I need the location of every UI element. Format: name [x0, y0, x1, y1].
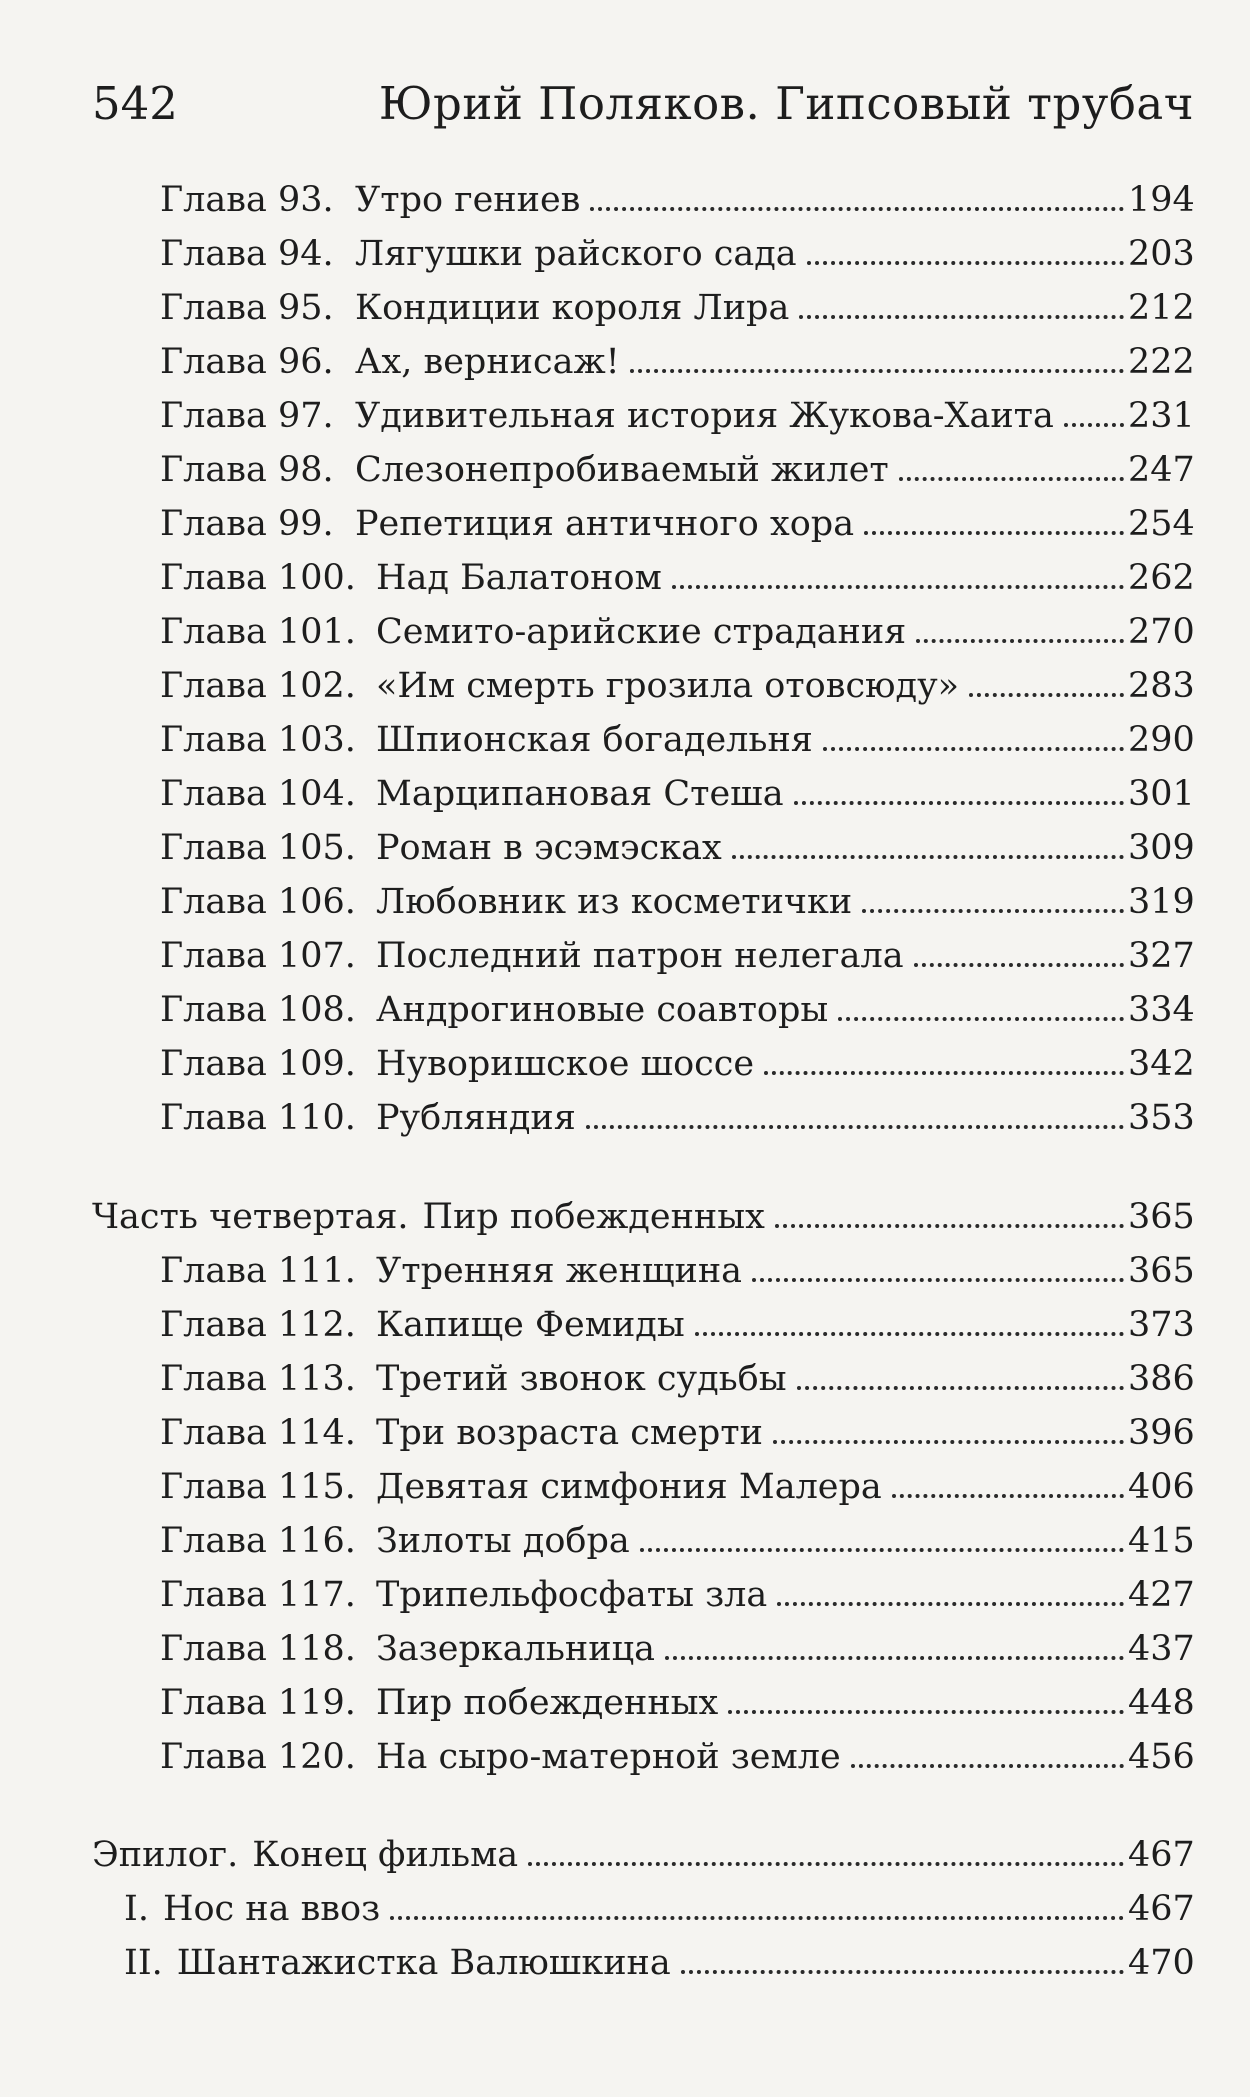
chapter-page: 353 — [1128, 1098, 1195, 1138]
chapter-title: Слезонепробиваемый жилет — [355, 450, 889, 490]
chapter-page: 194 — [1128, 180, 1195, 220]
toc-entry-chapter-118[interactable] — [160, 1623, 1194, 1675]
section-title: Шантажистка Валюшкина — [176, 1943, 671, 1983]
chapter-label: Глава 112. — [160, 1305, 356, 1345]
chapter-title: Капище Фемиды — [376, 1305, 685, 1345]
dot-leader — [681, 1969, 1124, 1974]
dot-leader — [775, 1223, 1124, 1228]
chapter-page: 222 — [1128, 342, 1195, 382]
chapter-label: Глава 93. — [160, 180, 334, 220]
dot-leader — [807, 260, 1124, 265]
dot-leader — [586, 1124, 1124, 1129]
dot-leader — [665, 1655, 1124, 1660]
page-number: 542 — [92, 77, 178, 130]
chapter-title: Зазеркальница — [376, 1629, 655, 1669]
toc-entry-chapter-110[interactable] — [160, 1092, 1194, 1144]
chapter-label: Глава 104. — [160, 774, 356, 814]
chapter-page: 396 — [1128, 1413, 1195, 1453]
dot-leader — [899, 476, 1124, 481]
toc-entry-chapter-116[interactable] — [160, 1515, 1194, 1567]
toc-entry-chapter-102[interactable] — [160, 660, 1194, 712]
chapter-title: Андрогиновые соавторы — [376, 990, 829, 1030]
dot-leader — [528, 1861, 1124, 1866]
epilogue-title: Конец фильма — [252, 1835, 519, 1875]
toc-entry-chapter-111[interactable] — [160, 1245, 1194, 1297]
chapter-title: Роман в эсэмэсках — [376, 828, 722, 868]
toc-entry-chapter-100[interactable] — [160, 552, 1194, 604]
dot-leader — [590, 206, 1124, 211]
chapter-title: Три возраста смерти — [376, 1413, 763, 1453]
toc-entry-chapter-95[interactable] — [160, 282, 1194, 334]
epilogue-label: Эпилог. — [92, 1835, 239, 1875]
chapter-title: Утро гениев — [355, 180, 581, 220]
toc-entry-chapter-115[interactable] — [160, 1461, 1194, 1513]
chapter-title: Девятая симфония Малера — [376, 1467, 882, 1507]
toc-entry-chapter-114[interactable] — [160, 1407, 1194, 1459]
dot-leader — [916, 638, 1124, 643]
dot-leader — [390, 1915, 1124, 1920]
chapter-page: 283 — [1128, 666, 1195, 706]
toc-entry-part-4[interactable] — [92, 1191, 1194, 1243]
part-title: Пир побежденных — [422, 1197, 765, 1237]
chapter-page: 247 — [1128, 450, 1195, 490]
toc-entry-epilogue-section-1[interactable] — [124, 1883, 1194, 1935]
chapter-label: Глава 95. — [160, 288, 334, 328]
chapter-page: 231 — [1128, 396, 1195, 436]
toc-entry-epilogue[interactable] — [92, 1829, 1194, 1881]
dot-leader — [914, 962, 1124, 967]
chapter-label: Глава 108. — [160, 990, 356, 1030]
chapter-label: Глава 105. — [160, 828, 356, 868]
dot-leader — [777, 1601, 1124, 1606]
chapter-page: 262 — [1128, 558, 1195, 598]
chapter-page: 319 — [1128, 882, 1195, 922]
chapter-page: 327 — [1128, 936, 1195, 976]
toc-entry-chapter-94[interactable] — [160, 228, 1194, 280]
chapter-label: Глава 116. — [160, 1521, 356, 1561]
chapter-title: Репетиция античного хора — [355, 504, 855, 544]
chapter-label: Глава 115. — [160, 1467, 356, 1507]
chapter-page: 365 — [1128, 1251, 1195, 1291]
chapter-page: 386 — [1128, 1359, 1195, 1399]
toc-entry-epilogue-section-2[interactable] — [124, 1937, 1194, 1989]
section-page: 470 — [1128, 1943, 1195, 1983]
chapter-page: 456 — [1128, 1737, 1195, 1777]
chapter-label: Глава 101. — [160, 612, 356, 652]
toc-entry-chapter-106[interactable] — [160, 876, 1194, 928]
toc-entry-chapter-109[interactable] — [160, 1038, 1194, 1090]
chapter-page: 427 — [1128, 1575, 1195, 1615]
section-label: I. — [124, 1889, 149, 1929]
dot-leader — [862, 908, 1124, 913]
chapter-page: 212 — [1128, 288, 1195, 328]
epilogue-page: 467 — [1128, 1835, 1195, 1875]
toc-entry-chapter-97[interactable] — [160, 390, 1194, 442]
chapter-page: 254 — [1128, 504, 1195, 544]
dot-leader — [864, 530, 1124, 535]
toc-entry-chapter-108[interactable] — [160, 984, 1194, 1036]
dot-leader — [892, 1493, 1124, 1498]
chapter-title: Кондиции короля Лира — [355, 288, 790, 328]
chapter-label: Глава 94. — [160, 234, 334, 274]
chapter-title: На сыро-матерной земле — [376, 1737, 841, 1777]
chapter-label: Глава 99. — [160, 504, 334, 544]
chapter-label: Глава 119. — [160, 1683, 356, 1723]
chapter-title: Трипельфосфаты зла — [376, 1575, 768, 1615]
chapter-label: Глава 113. — [160, 1359, 356, 1399]
dot-leader — [752, 1277, 1124, 1282]
chapter-label: Глава 106. — [160, 882, 356, 922]
chapter-title: Удивительная история Жукова-Хаита — [355, 396, 1054, 436]
chapter-title: Лягушки райского сада — [355, 234, 797, 274]
toc-entry-chapter-93[interactable] — [160, 174, 1194, 226]
chapter-title: «Им смерть грозила отовсюду» — [376, 666, 960, 706]
chapter-title: Над Балатоном — [376, 558, 662, 598]
toc-entry-chapter-98[interactable] — [160, 444, 1194, 496]
chapter-title: Зилоты добра — [376, 1521, 630, 1561]
chapter-label: Глава 98. — [160, 450, 334, 490]
chapter-label: Глава 96. — [160, 342, 334, 382]
toc-entry-chapter-107[interactable] — [160, 930, 1194, 982]
dot-leader — [969, 692, 1124, 697]
chapter-title: Пир побежденных — [376, 1683, 719, 1723]
toc-entry-chapter-120[interactable] — [160, 1731, 1194, 1783]
chapter-title: Любовник из косметички — [376, 882, 853, 922]
chapter-page: 301 — [1128, 774, 1195, 814]
dot-leader — [728, 1709, 1124, 1714]
dot-leader — [838, 1016, 1124, 1021]
chapter-page: 290 — [1128, 720, 1195, 760]
chapter-title: Рубляндия — [376, 1098, 576, 1138]
chapter-page: 270 — [1128, 612, 1195, 652]
dot-leader — [630, 368, 1124, 373]
chapter-page: 437 — [1128, 1629, 1195, 1669]
chapter-label: Глава 107. — [160, 936, 356, 976]
part-page: 365 — [1128, 1197, 1195, 1237]
chapter-label: Глава 110. — [160, 1098, 356, 1138]
toc-entry-chapter-101[interactable] — [160, 606, 1194, 658]
dot-leader — [851, 1763, 1124, 1768]
toc-entry-chapter-104[interactable] — [160, 768, 1194, 820]
dot-leader — [797, 1385, 1124, 1390]
chapter-title: Нуворишское шоссе — [376, 1044, 755, 1084]
chapter-page: 309 — [1128, 828, 1195, 868]
toc-entry-chapter-99[interactable] — [160, 498, 1194, 550]
chapter-page: 203 — [1128, 234, 1195, 274]
chapter-page: 373 — [1128, 1305, 1195, 1345]
chapter-page: 406 — [1128, 1467, 1195, 1507]
chapter-title: Ах, вернисаж! — [355, 342, 620, 382]
part-label: Часть четвертая. — [92, 1197, 409, 1237]
chapter-title: Утренняя женщина — [376, 1251, 743, 1291]
chapter-label: Глава 120. — [160, 1737, 356, 1777]
dot-leader — [672, 584, 1124, 589]
toc-entry-chapter-105[interactable] — [160, 822, 1194, 874]
dot-leader — [773, 1439, 1124, 1444]
chapter-label: Глава 117. — [160, 1575, 356, 1615]
dot-leader — [640, 1547, 1124, 1552]
chapter-page: 334 — [1128, 990, 1195, 1030]
chapter-label: Глава 100. — [160, 558, 356, 598]
chapter-label: Глава 102. — [160, 666, 356, 706]
chapter-title: Третий звонок судьбы — [376, 1359, 787, 1399]
toc-entry-chapter-112[interactable] — [160, 1299, 1194, 1351]
chapter-page: 448 — [1128, 1683, 1195, 1723]
toc-entry-chapter-96[interactable] — [160, 336, 1194, 388]
book-title: Юрий Поляков. Гипсовый трубач — [378, 77, 1194, 130]
dot-leader — [1064, 422, 1124, 427]
chapter-title: Шпионская богадельня — [376, 720, 813, 760]
dot-leader — [823, 746, 1124, 751]
dot-leader — [799, 314, 1124, 319]
dot-leader — [764, 1070, 1124, 1075]
chapter-title: Марципановая Стеша — [376, 774, 784, 814]
chapter-label: Глава 114. — [160, 1413, 356, 1453]
table-of-contents — [92, 0, 1194, 2097]
toc-entry-chapter-117[interactable] — [160, 1569, 1194, 1621]
chapter-label: Глава 118. — [160, 1629, 356, 1669]
toc-entry-chapter-119[interactable] — [160, 1677, 1194, 1729]
chapter-label: Глава 109. — [160, 1044, 356, 1084]
chapter-label: Глава 111. — [160, 1251, 356, 1291]
chapter-label: Глава 103. — [160, 720, 356, 760]
dot-leader — [794, 800, 1124, 805]
dot-leader — [695, 1331, 1124, 1336]
chapter-title: Последний патрон нелегала — [376, 936, 904, 976]
section-label: II. — [124, 1943, 163, 1983]
chapter-page: 415 — [1128, 1521, 1195, 1561]
section-title: Нос на ввоз — [162, 1889, 381, 1929]
chapter-page: 342 — [1128, 1044, 1195, 1084]
toc-entry-chapter-113[interactable] — [160, 1353, 1194, 1405]
dot-leader — [732, 854, 1124, 859]
chapter-label: Глава 97. — [160, 396, 334, 436]
chapter-title: Семито-арийские страдания — [376, 612, 907, 652]
toc-entry-chapter-103[interactable] — [160, 714, 1194, 766]
section-page: 467 — [1128, 1889, 1195, 1929]
